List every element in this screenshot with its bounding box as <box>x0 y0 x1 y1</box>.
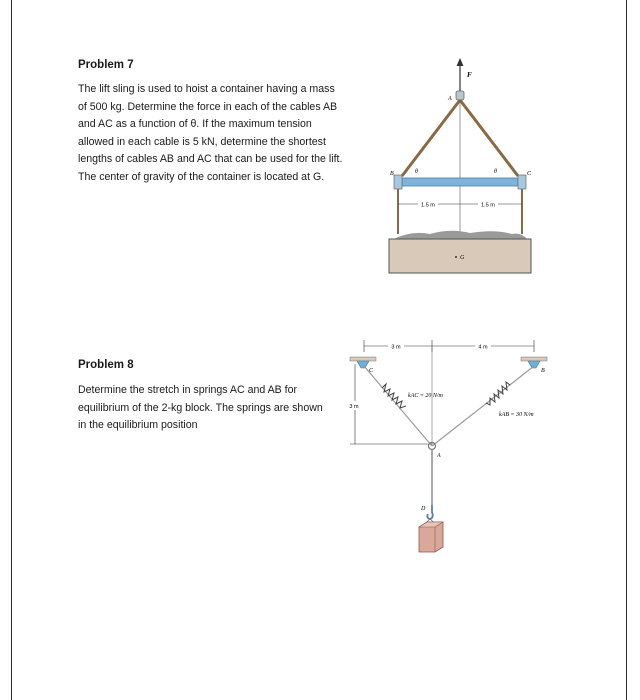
problem-7-text: The lift sling is used to hoist a container having a mass of 500 kg. Determine the force in each of the cables AB and AC as a function of θ. If the maximum tension allowed in each cable is 5 kN, determine the shortest lengths of cables AB and AC that can be used for the lift. The center of gravity of the container is located at G. <box>78 83 343 183</box>
point-c-label: C <box>527 171 532 177</box>
support-right <box>521 357 547 361</box>
dim-top-right-label: 4 m <box>478 344 488 351</box>
springs-figure <box>345 340 547 552</box>
point-b-label: B <box>390 171 394 177</box>
point-g-label: G <box>460 255 465 261</box>
spring-ac-coil <box>382 384 406 408</box>
point-a-label: A <box>448 96 452 102</box>
cable-ac <box>460 100 518 176</box>
point-d-label: D <box>421 506 426 512</box>
lift-sling-figure <box>389 58 532 273</box>
theta-right-label: θ <box>494 169 497 175</box>
dim-top-left-label: 3 m <box>391 344 401 351</box>
support-left <box>350 357 376 361</box>
lift-hook <box>456 91 464 100</box>
point-a-label: A <box>437 453 441 459</box>
force-label: F <box>467 71 472 79</box>
bracket-left <box>357 361 369 368</box>
theta-left-label: θ <box>415 169 418 175</box>
dim-right-label: 1.5 m <box>481 202 495 209</box>
beam-end-right <box>518 175 526 189</box>
spring-ab-coil <box>486 382 510 405</box>
problem-8-text: Determine the stretch in springs AC and AB for equilibrium of the 2-kg block. The springs are shown in the equilibrium position <box>78 384 323 432</box>
problem-8-title: Problem 8 <box>78 359 134 371</box>
problem-7-title: Problem 7 <box>78 59 134 71</box>
point-b-label: B <box>541 368 545 374</box>
beam-end-left <box>394 175 402 189</box>
bracket-right <box>528 361 540 368</box>
spring-ab-label: kAB = 30 N/m <box>499 412 534 418</box>
center-of-gravity-dot <box>455 256 457 258</box>
point-c-label: C <box>369 368 374 374</box>
hook-d <box>427 505 432 519</box>
spring-ac-label: kAC = 20 N/m <box>408 393 443 399</box>
dim-vertical-label: 3 m <box>349 404 359 410</box>
spring-ac-line <box>364 366 432 446</box>
cable-ab <box>402 100 460 176</box>
spring-ab-line <box>432 366 534 446</box>
force-arrowhead <box>457 58 464 66</box>
spreader-beam <box>398 178 522 186</box>
dim-left-label: 1.5 m <box>421 202 435 209</box>
